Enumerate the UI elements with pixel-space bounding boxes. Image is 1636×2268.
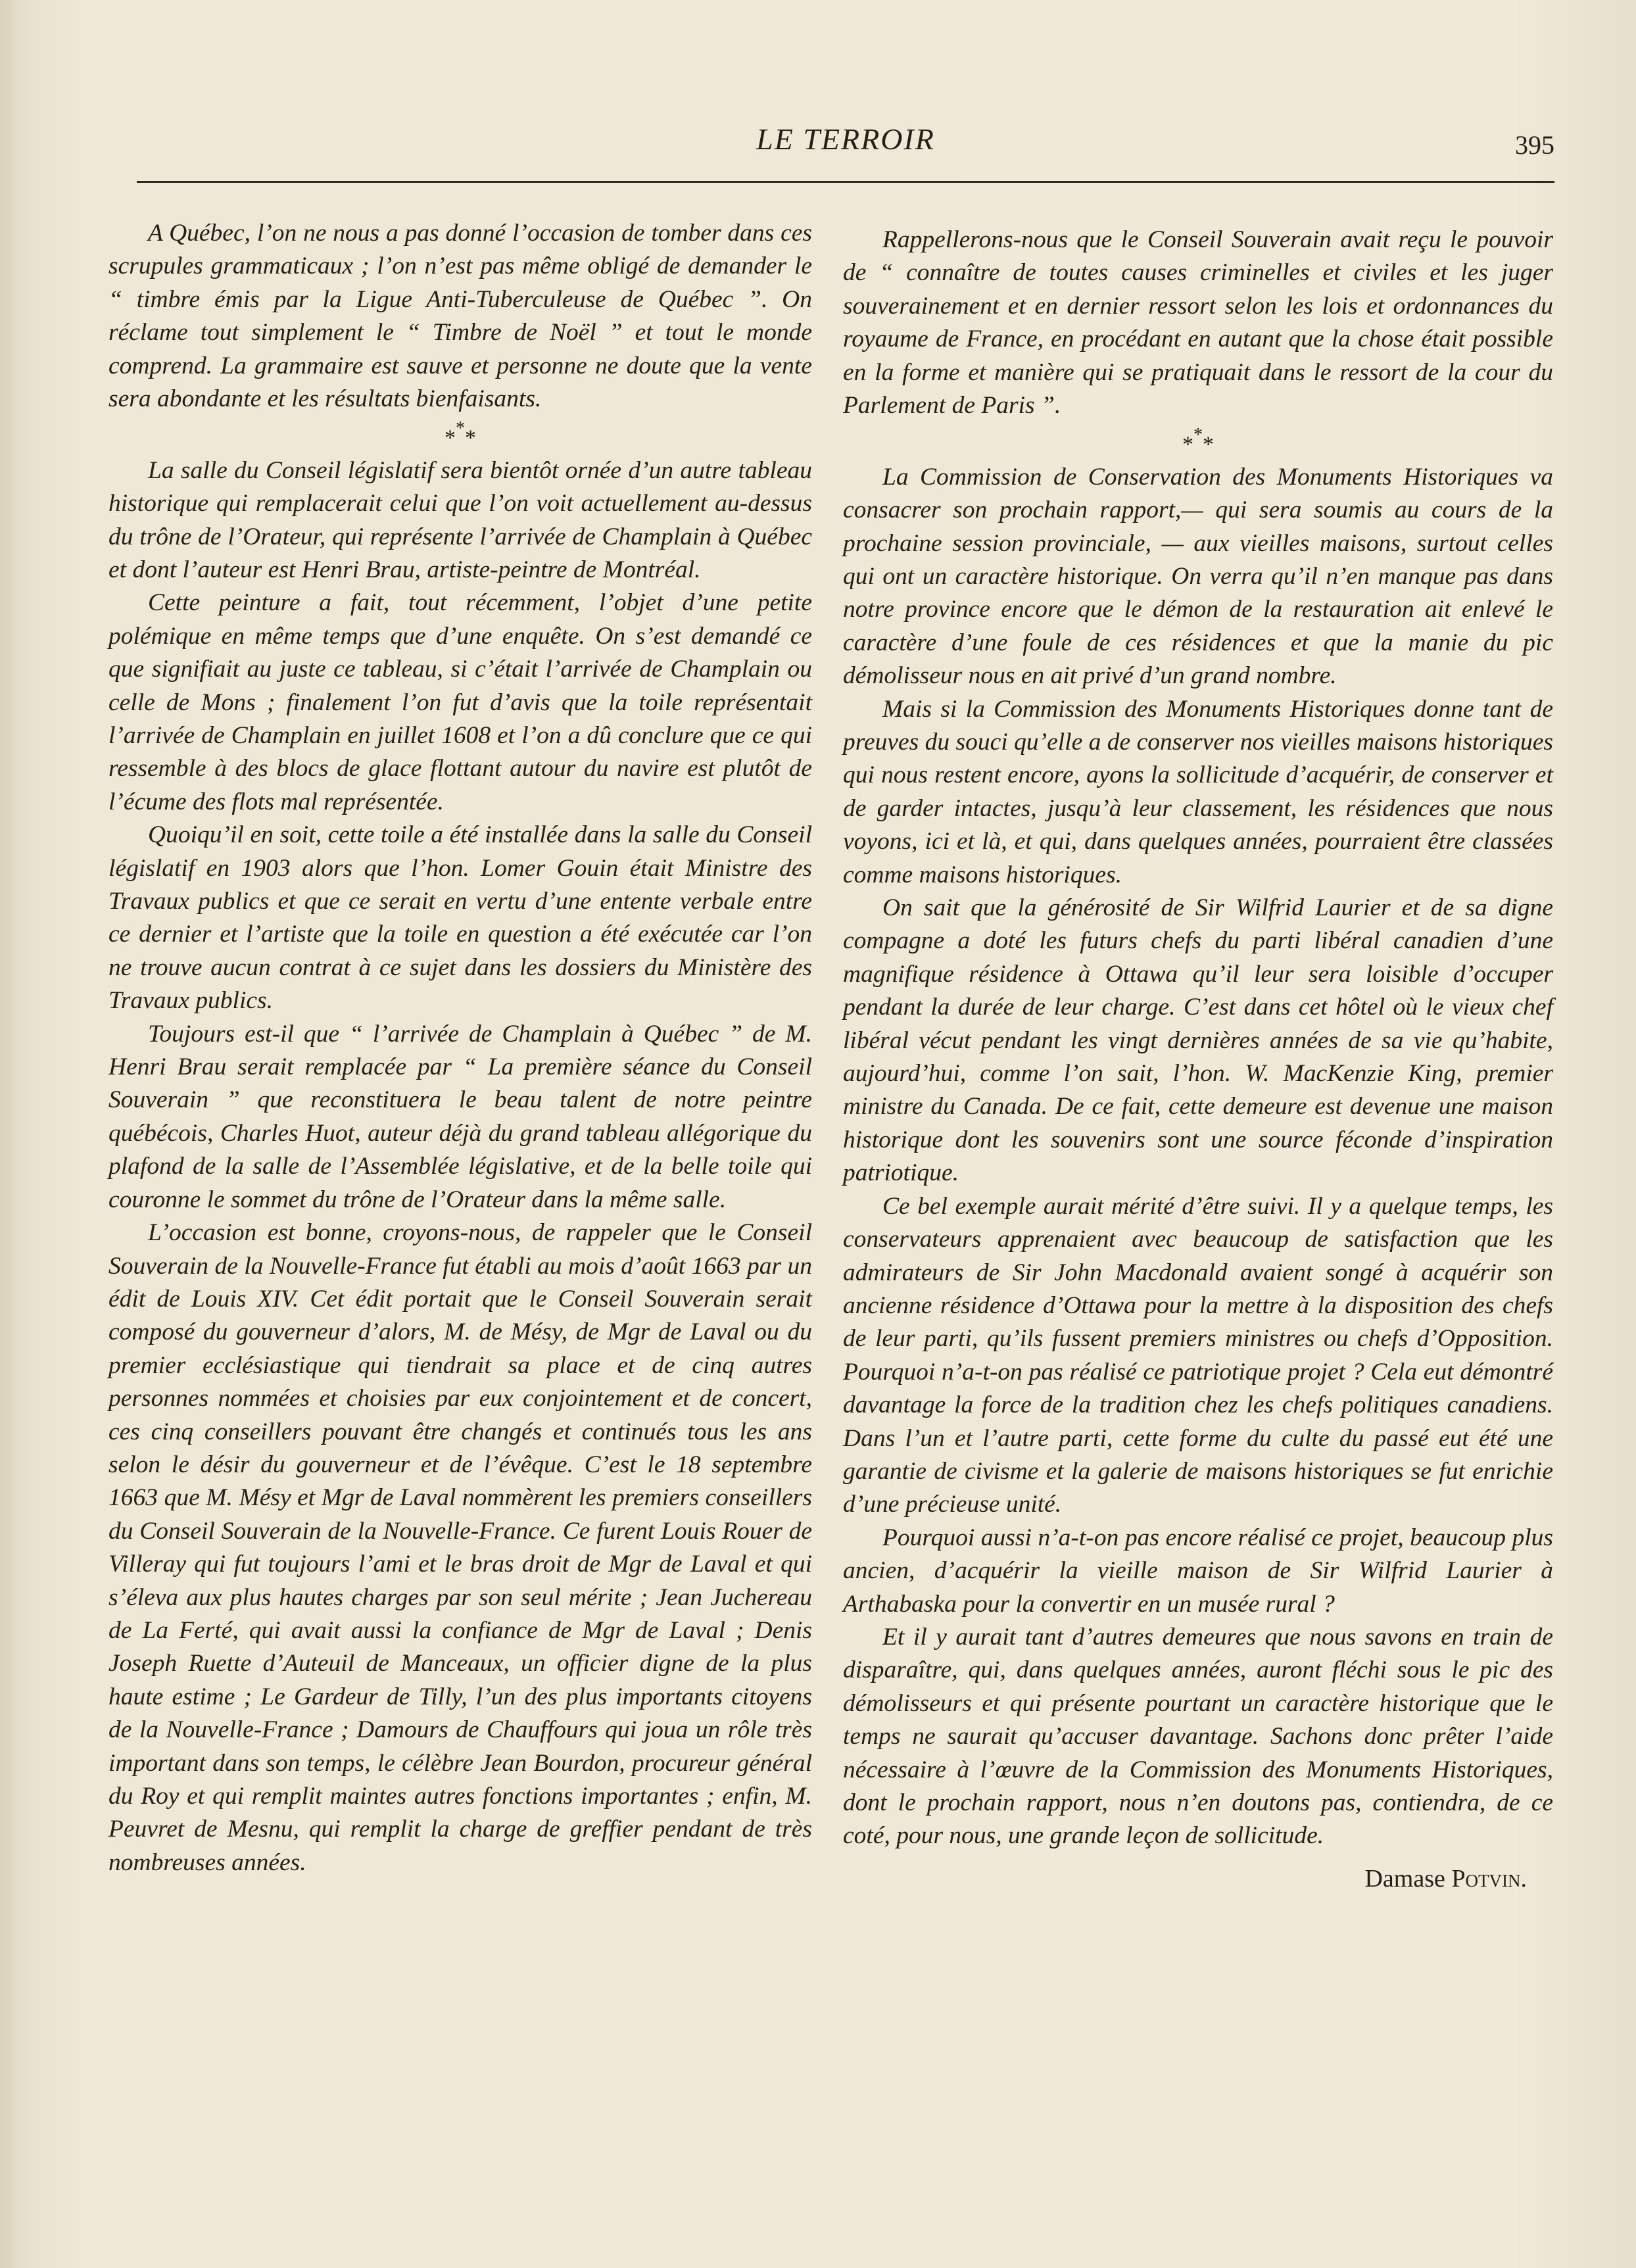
paragraph: A Québec, l’on ne nous a pas donné l’occasion de tomber dans ces scrupules grammaticaux ; l’on n’est pas même obligé de demander le “ timbre émis par la Ligue Anti-Tuberculeuse de Québec ”. On réclame tout simplement le “ Timbre de Noël ” et tout le monde comprend. La grammaire est sauve et personne ne doute que la vente sera abondante et les résultats bienfaisants.: [108, 220, 812, 413]
paragraph: La salle du Conseil législatif sera bientôt ornée d’un autre tableau historique qui remplacerait celui que l’on voit actuellement au-dessus du trône de l’Orateur, qui représente l’arrivée de Champlain à Québec et dont l’auteur est Henri Brau, artiste-peintre de Montréal.: [108, 456, 812, 583]
paragraph: Quoiqu’il en soit, cette toile a été installée dans la salle du Conseil législatif en 1903 alors que l’hon. Lomer Gouin était Ministre des Travaux publics et que ce serait en vertu d’une entente verbale entre ce dernier et l’artiste que la toile en question a été exécutée car l’on ne trouve aucun contrat à ce sujet dans les dossiers du Ministère des Travaux publics.: [108, 821, 812, 1015]
paragraph: On sait que la générosité de Sir Wilfrid Laurier et de sa digne compagne a doté les futurs chefs du parti libéral canadien d’une magnifique résidence à Ottawa qu’il leur sera loisible d’occuper pendant la durée de leur charge. C’est dans cet hôtel où le vieux chef libéral vécut pendant les vingt dernières années de sa vie qu’habite, aujourd’hui, comme l’on sait, l’hon. W. MacKenzie King, premier ministre du Canada. De ce fait, cette demeure est devenue une maison historique dont les souvenirs sont une source féconde d’inspiration patriotique.: [843, 894, 1553, 1187]
paragraph: Mais si la Commission des Monuments Historiques donne tant de preuves du souci qu’elle a de conserver nos vieilles maisons historiques qui nous restent encore, ayons la sollicitude d’acquérir, de conserver et de garder intactes, jusqu’à leur classement, les résidences que nous voyons, ici et là, et qui, dans quelques années, pourraient être classées comme maisons historiques.: [843, 695, 1553, 888]
paragraph: Rappellerons-nous que le Conseil Souverain avait reçu le pouvoir de “ connaître de toutes causes criminelles et civiles et les juger souverainement et en dernier ressort selon les lois et ordonnances du royaume de France, en procédant en autant que la chose était possible en la forme et manière qui se pratiquait dans le ressort de la cour du Parlement de Paris ”.: [843, 226, 1553, 420]
author-first-name: Damase: [1364, 1864, 1445, 1893]
page-number: 395: [1515, 130, 1554, 160]
section-separator: ***: [1182, 425, 1214, 457]
page-header: [137, 122, 1554, 181]
left-column: [108, 217, 812, 1879]
author-signature: [843, 1862, 1553, 1895]
paragraph: Pourquoi aussi n’a-t-on pas encore réalisé ce projet, beaucoup plus ancien, d’acquérir la vieille maison de Sir Wilfrid Laurier à Arthabaska pour la convertir en un musée rural ?: [843, 1524, 1553, 1618]
section-separator: ***: [445, 418, 476, 450]
paragraph: L’occasion est bonne, croyons-nous, de rappeler que le Conseil Souverain de la Nouvelle-France fut établi au mois d’août 1663 par un édit de Louis XIV. Cet édit portait que le Conseil Souverain serait composé du gouverneur d’alors, M. de Mésy, de Mgr de Laval ou du premier ecclésiastique qui tiendrait sa place et de cinq autres personnes nommées et choisies par eux conjointement et de concert, ces cinq conseillers pouvant être changés et continués tous les ans selon le désir du gouverneur et de l’évêque. C’est le 18 septembre 1663 que M. Mésy et Mgr de Laval nommèrent les premiers conseillers du Conseil Souverain de la Nouvelle-France. Ce furent Louis Rouer de Villeray qui fut toujours l’ami et le bras droit de Mgr de Laval et qui s’éleva aux plus hautes charges par son seul mérite ; Jean Juchereau de La Ferté, qui avait aussi la confiance de Mgr de Laval ; Denis Joseph Ruette d’Auteuil de Manceaux, un officier digne de la plus haute estime ; Le Gardeur de Tilly, l’un des plus importants citoyens de la Nouvelle-France ; Damours de Chauffours qui joua un rôle très important dans son temps, le célèbre Jean Bourdon, procureur général du Roy et qui remplit maintes autres fonctions importantes ; enfin, M. Peuvret de Mesnu, qui remplit la charge de greffier pendant de très nombreuses années.: [108, 1219, 812, 1876]
header-rule: [137, 181, 1554, 183]
paragraph: Ce bel exemple aurait mérité d’être suivi. Il y a quelque temps, les conservateurs apprenaient avec beaucoup de satisfaction que les admirateurs de Sir John Macdonald avaient songé à acquérir son ancienne résidence d’Ottawa pour la mettre à la disposition des chefs de leur parti, qu’ils fussent premiers ministres ou chefs d’Opposition. Pourquoi n’a-t-on pas réalisé ce patriotique projet ? Cela eut démontré davantage la force de la tradition chez les chefs politiques canadiens. Dans l’un et l’autre parti, cette forme du culte du passé eut été une garantie de civisme et la galerie de maisons historiques se fut enrichie d’une précieuse unité.: [843, 1192, 1553, 1518]
paragraph: Cette peinture a fait, tout récemment, l’objet d’une petite polémique en même temps que d’une enquête. On s’est demandé ce que signifiait au juste ce tableau, si c’était l’arrivée de Champlain ou celle de Mons ; finalement l’on fut d’avis que la toile représentait l’arrivée de Champlain en juillet 1608 et l’on a dû conclure que ce qui ressemble à des blocs de glace flottant autour du navire est plutôt de l’écume des flots mal représentée.: [108, 589, 812, 815]
paragraph: La Commission de Conservation des Monuments Historiques va consacrer son prochain rapport,— qui sera soumis au cours de la prochaine session provinciale, — aux vieilles maisons, surtout celles qui ont un caractère historique. On verra qu’il n’en manque pas dans notre province encore que le démon de la restauration ait enlevé le caractère d’une foule de ces résidences et que la manie du pic démolisseur nous en ait privé d’un grand nombre.: [843, 463, 1553, 690]
right-column: [843, 224, 1553, 1895]
paragraph: Et il y aurait tant d’autres demeures que nous savons en train de disparaître, qui, dans quelques années, auront fléchi sous le pic des démolisseurs et qui présente pourtant un caractère historique que le temps ne saurait qu’accuser davantage. Sachons donc prêter l’aide nécessaire à l’œuvre de la Commission des Monuments Historiques, dont le prochain rapport, nous n’en doutons pas, contiendra, de ce coté, pour nous, une grande leçon de sollicitude.: [843, 1623, 1553, 1850]
paragraph: Toujours est-il que “ l’arrivée de Champlain à Québec ” de M. Henri Brau serait remplacée par “ La première séance du Conseil Souverain ” que reconstituera le beau talent de notre peintre québécois, Charles Huot, auteur déjà du grand tableau allégorique du plafond de la salle de l’Assemblée législative, et de la belle toile qui couronne le sommet du trône de l’Orateur dans la même salle.: [108, 1020, 812, 1213]
author-last-name: Potvin.: [1451, 1864, 1527, 1893]
running-title: LE TERROIR: [756, 122, 935, 156]
